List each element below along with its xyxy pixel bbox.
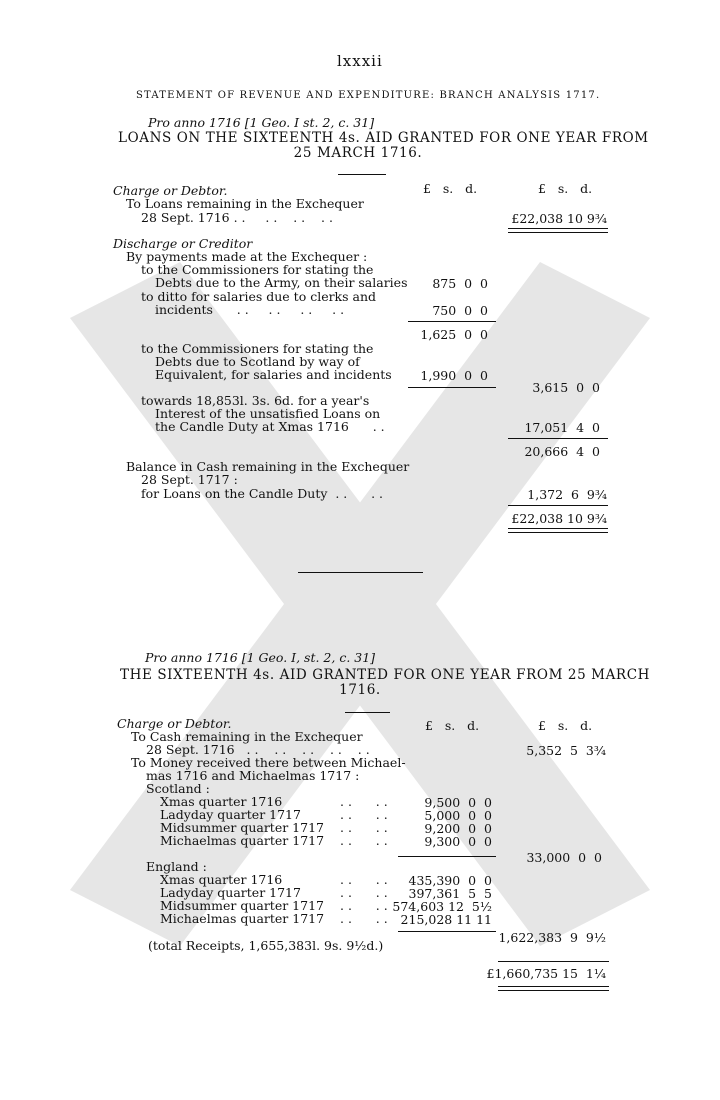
s2-money-line1: To Money received there between Michael- bbox=[131, 755, 406, 770]
s1-by-payments: By payments made at the Exchequer : bbox=[126, 249, 368, 264]
s1-scot-rule bbox=[408, 387, 496, 388]
s2-scotland-row-amount: 9,200 0 0 bbox=[424, 821, 492, 836]
s2-charge-label: Charge or Debtor. bbox=[117, 716, 232, 731]
s1-header-right: £ s. d. bbox=[538, 181, 593, 196]
s2-england-rule bbox=[398, 931, 496, 932]
s2-england-row-leader-dots: . . . . bbox=[340, 885, 388, 900]
section-divider bbox=[298, 572, 423, 573]
s1-ditto-line1: to ditto for salaries due to clerks and bbox=[141, 289, 377, 304]
s2-scotland-row-label: Midsummer quarter 1717 bbox=[160, 820, 324, 835]
s2-title-line2: 1716. bbox=[339, 682, 381, 698]
s2-grand-double-rule bbox=[498, 986, 609, 991]
s1-comm-line2: Debts due to the Army, on their salaries bbox=[155, 275, 408, 290]
s2-money-line2: mas 1716 and Michaelmas 1717 : bbox=[146, 768, 360, 783]
s1-balance-line1: Balance in Cash remaining in the Exchequer bbox=[126, 459, 410, 474]
s2-title-rule bbox=[345, 712, 390, 713]
s2-england-label: England : bbox=[146, 859, 207, 874]
s2-england-row-label: Michaelmas quarter 1717 bbox=[160, 911, 325, 926]
s1-scot-line3: Equivalent, for salaries and incidents bbox=[155, 367, 392, 382]
s2-england-row-leader-dots: . . . . bbox=[340, 911, 388, 926]
s1-ditto-line2: incidents . . . . . . . . bbox=[155, 302, 345, 317]
s2-england-total: 1,622,383 9 9½ bbox=[498, 930, 606, 945]
s2-cash-amount: 5,352 5 3¾ bbox=[526, 743, 606, 758]
s1-charge-total: £22,038 10 9¾ bbox=[511, 211, 607, 226]
s1-comm-line1: to the Commissioners for stating the bbox=[141, 262, 374, 277]
s1-grand-rule bbox=[508, 505, 608, 506]
s1-balance-line2: 28 Sept. 1717 : bbox=[141, 472, 238, 487]
s2-cash-line1: To Cash remaining in the Exchequer bbox=[131, 729, 363, 744]
s1-scot-amount: 1,990 0 0 bbox=[420, 368, 488, 383]
s2-scotland-row-amount: 9,500 0 0 bbox=[424, 795, 492, 810]
s2-scotland-rule bbox=[398, 856, 496, 857]
s1-sum-right: 20,666 4 0 bbox=[524, 444, 600, 459]
s1-charge-double-rule bbox=[508, 228, 608, 233]
s2-england-row-amount: 215,028 11 11 bbox=[400, 912, 492, 927]
s1-charge-label: Charge or Debtor. bbox=[113, 183, 228, 198]
s1-scot-line1: to the Commissioners for stating the bbox=[141, 341, 374, 356]
s1-sum-rule bbox=[508, 438, 608, 439]
s1-charge-line1: To Loans remaining in the Exchequer bbox=[126, 196, 364, 211]
s2-england-row-label: Xmas quarter 1716 bbox=[160, 872, 283, 887]
s1-charge-line2: 28 Sept. 1716 . . . . . . . . bbox=[141, 210, 333, 225]
s2-scotland-row-amount: 5,000 0 0 bbox=[424, 808, 492, 823]
s2-pro-anno: Pro anno 1716 [1 Geo. I, st. 2, c. 31] bbox=[145, 650, 376, 665]
s2-cash-line2: 28 Sept. 1716 . . . . . . . . . . bbox=[146, 742, 370, 757]
s1-grand-total: £22,038 10 9¾ bbox=[511, 511, 607, 526]
s2-scotland-row-label: Michaelmas quarter 1717 bbox=[160, 833, 325, 848]
running-head: STATEMENT OF REVENUE AND EXPENDITURE: BRANCH ANALYSIS 1717. bbox=[136, 90, 601, 101]
s2-england-row-leader-dots: . . . . bbox=[340, 872, 388, 887]
s1-discharge-label: Discharge or Creditor bbox=[113, 236, 253, 251]
s2-title-line1: THE SIXTEENTH 4s. AID GRANTED FOR ONE YEAR FROM 25 MARCH bbox=[120, 667, 651, 683]
s1-subtotal-rule bbox=[408, 321, 496, 322]
s2-england-row-label: Midsummer quarter 1717 bbox=[160, 898, 324, 913]
s1-towards-amount: 17,051 4 0 bbox=[524, 420, 600, 435]
s2-scotland-total: 33,000 0 0 bbox=[526, 850, 602, 865]
s1-comm-amount: 875 0 0 bbox=[432, 276, 488, 291]
s2-scotland-row-leader-dots: . . . . bbox=[340, 807, 388, 822]
s2-england-row-amount: 397,361 5 5 bbox=[408, 886, 492, 901]
s2-scotland-row-leader-dots: . . . . bbox=[340, 820, 388, 835]
s2-scotland-row-label: Xmas quarter 1716 bbox=[160, 794, 283, 809]
s1-balance-amount: 1,372 6 9¾ bbox=[527, 487, 607, 502]
s2-england-row-amount: 574,603 12 5½ bbox=[392, 899, 492, 914]
s1-grand-double-rule bbox=[508, 528, 608, 533]
s2-england-row-amount: 435,390 0 0 bbox=[408, 873, 492, 888]
s1-pro-anno: Pro anno 1716 [1 Geo. I st. 2, c. 31] bbox=[148, 115, 375, 130]
s2-total-receipts: (total Receipts, 1,655,383l. 9s. 9½d.) bbox=[148, 938, 384, 953]
s2-scotland-row-leader-dots: . . . . bbox=[340, 794, 388, 809]
s2-scotland-row-label: Ladyday quarter 1717 bbox=[160, 807, 301, 822]
s1-total-right1: 3,615 0 0 bbox=[532, 380, 600, 395]
s2-england-row-leader-dots: . . . . bbox=[340, 898, 388, 913]
s2-grand-total: £1,660,735 15 1¼ bbox=[486, 966, 606, 981]
s1-subtotal1: 1,625 0 0 bbox=[420, 327, 488, 342]
s2-scotland-label: Scotland : bbox=[146, 781, 210, 796]
s2-england-row-label: Ladyday quarter 1717 bbox=[160, 885, 301, 900]
s1-towards-line3: the Candle Duty at Xmas 1716 . . bbox=[155, 419, 385, 434]
s2-header-left: £ s. d. bbox=[425, 718, 480, 733]
s1-header-left: £ s. d. bbox=[423, 181, 478, 196]
s1-title-line2: 25 MARCH 1716. bbox=[293, 145, 423, 161]
s2-header-right: £ s. d. bbox=[538, 718, 593, 733]
s2-scotland-row-leader-dots: . . . . bbox=[340, 833, 388, 848]
s1-balance-line3: for Loans on the Candle Duty . . . . bbox=[141, 486, 384, 501]
s1-towards-line1: towards 18,853l. 3s. 6d. for a year's bbox=[141, 393, 370, 408]
s1-title-rule bbox=[338, 174, 386, 175]
s1-title-line1: LOANS ON THE SIXTEENTH 4s. AID GRANTED FOR ONE YEAR FROM bbox=[118, 130, 649, 146]
s2-grand-rule bbox=[498, 961, 609, 962]
s1-towards-line2: Interest of the unsatisfied Loans on bbox=[155, 406, 381, 421]
s2-scotland-row-amount: 9,300 0 0 bbox=[424, 834, 492, 849]
s1-scot-line2: Debts due to Scotland by way of bbox=[155, 354, 360, 369]
page-number: lxxxii bbox=[337, 52, 383, 70]
s1-ditto-amount: 750 0 0 bbox=[432, 303, 488, 318]
